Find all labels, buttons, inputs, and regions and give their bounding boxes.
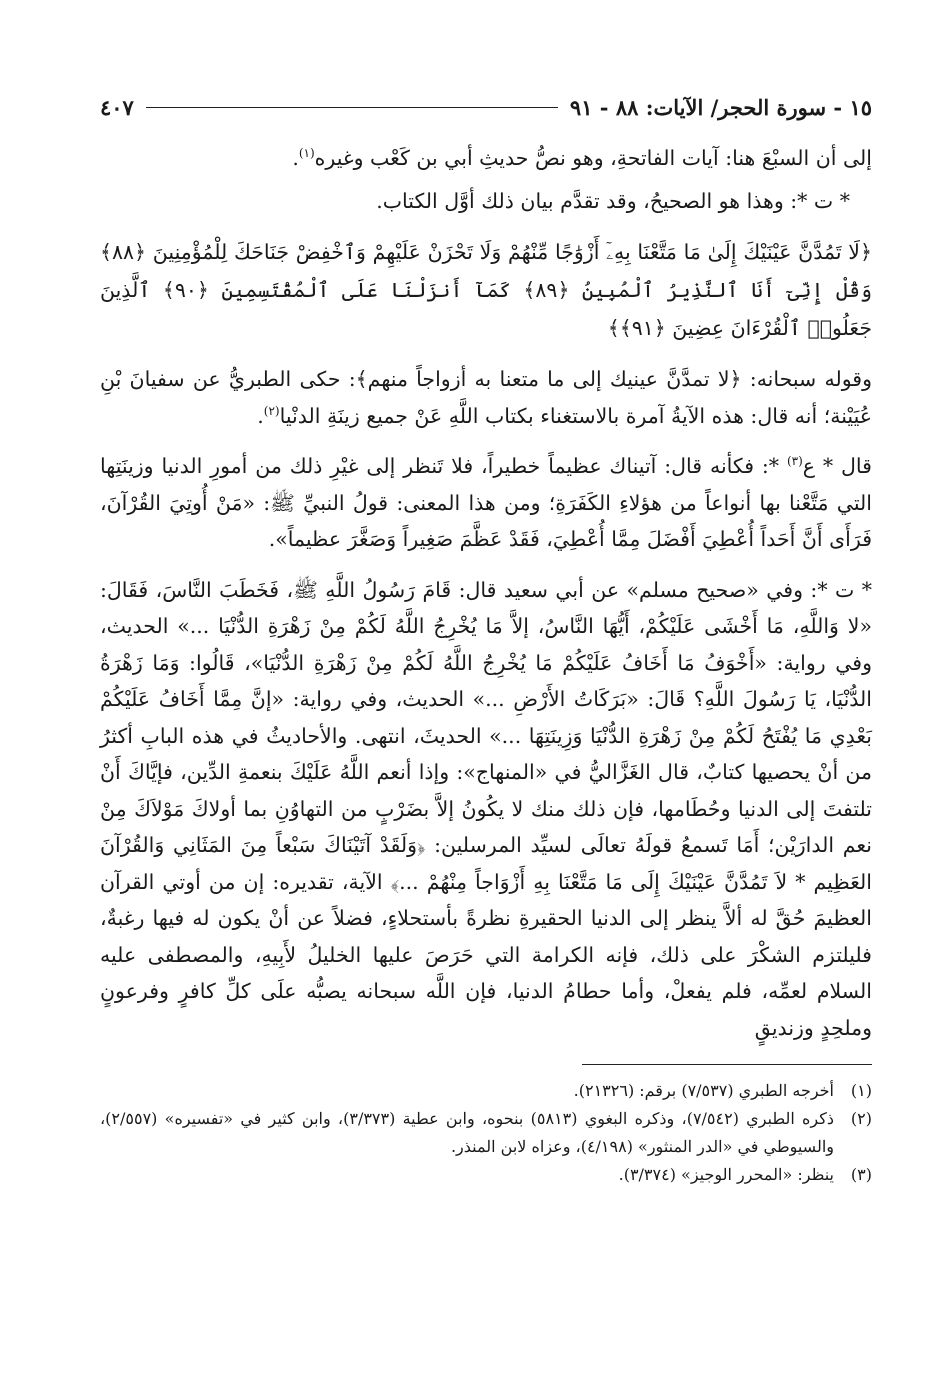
paragraph-1 xyxy=(100,140,872,177)
book-page xyxy=(100,88,872,1189)
paragraph-1-end: . xyxy=(292,146,299,170)
running-header xyxy=(100,88,872,126)
paragraph-1-text: إلى أن السبْعَ هنا: آيات الفاتحةِ، وهو نصُّ حديثِ أبي بن كَعْب وغيره xyxy=(314,146,872,170)
footnote-ref-2[interactable]: (٢) xyxy=(263,403,280,418)
paragraph-4-text: وقوله سبحانه: ﴿لا تمدَّنَّ عينيك إلى ما متعنا به أزواجاً منهم﴾: حكى الطبريُّ عن سفيانَ بْنِ عُيَيْنة؛ أنه قال: هذه الآيةُ آمرة بالاستغناء بكتاب اللَّهِ عَنْ جميع زينَةِ الدنْيا xyxy=(100,367,872,428)
footnote-1-text: أخرجه الطبري (٧/٥٣٧) برقم: (٢١٣٢٦). xyxy=(573,1081,834,1100)
quran-verse-block: ﴿لَا تَمُدَّنَّ عَيْنَيْكَ إِلَىٰ مَا مَتَّعْنَا بِهِۦٓ أَزْوَٰجًا مِّنْهُمْ وَلَا تَحْزَنْ عَلَيْهِمْ وَٱخْفِضْ جَنَاحَكَ لِلْمُؤْمِنِينَ ﴿٨٨﴾ وَقُلْ إِنِّىٓ أَنَا ٱلنَّذِيرُ ٱلْمُبِينُ ﴿٨٩﴾ كَمَآ أَنزَلْنَا عَلَى ٱلْمُقْتَسِمِينَ ﴿٩٠﴾ ٱلَّذِينَ جَعَلُوا۟ ٱلْقُرْءَانَ عِضِينَ ﴿٩١﴾﴾ xyxy=(100,240,873,340)
paragraph-5-text: *: فكأنه قال: آتيناك عظيماً خطيراً، فلا تَنظر إلى غيْرِ ذلك من أمورِ الدنيا وزينَتِها التي مَتَّعْنا بها أنواعاً من هؤلاءِ الكَفَرَةِ؛ ومن هذا المعنى: قولُ النبيِّ ﷺ: «مَنْ أُوتِيَ القُرْآنَ، فَرَأَى أَنَّ أَحَداً أُعْطِيَ أَفْضَلَ مِمَّا أُعْطِيَ، فَقَدْ عَظَّمَ صَغِيراً وَصَغَّرَ عظيماً». xyxy=(100,454,872,551)
footnote-2 xyxy=(100,1105,872,1161)
footnote-1 xyxy=(100,1077,872,1105)
footnote-3 xyxy=(100,1161,872,1189)
paragraph-6: * ت *: وفي «صحيح مسلم» عن أبي سعيد قال: قَامَ رَسُولُ اللَّهِ ﷺ، فَخَطَبَ النَّاسَ، فَقَالَ: «لا وَاللَّهِ، مَا أَخْشَى عَلَيْكُمْ، أَيُّهَا النَّاسُ، إلاَّ مَا يُخْرِجُ اللَّهُ لَكُمْ مِنْ زَهْرَةِ الدُّنْيَا ...» الحديث، وفي رواية: «أَخْوَفُ مَا أَخَافُ عَلَيْكُمْ مَا يُخْرِجُ اللَّهُ لَكُمْ مِنْ زَهْرَةِ الدُّنْيَا»، قَالُوا: وَمَا زَهْرَةُ الدُّنْيَا، يَا رَسُولَ اللَّهِ؟ قَالَ: «بَرَكَاتُ الأَرْضِ ...» الحديث، وفي رواية: «إنَّ مِمَّا أَخَافُ عَلَيْكُمْ بَعْدِي مَا يُفْتَحُ لَكُمْ مِنْ زَهْرَةِ الدُّنْيَا وَزِينَتِهَا ...» الحديثَ، انتهى. والأحاديثُ في هذه البابِ أكثرُ من أنْ يحصيها كتابٌ، قال الغَزَّاليُّ في «المنهاج»: وإذا أنعم اللَّهُ عَلَيْكَ بنعمةِ الدِّين، فإيَّاكَ أَنْ تلتفتَ إلى الدنيا وحُطَامها، فإن ذلك منك لا يكُونُ إلاَّ بضَرْبٍ من التهاوُنِ بما أولاكَ مَوْلاَكَ مِنْ نعم الدارَيْن؛ أَمَا تَسمعُ قولَهُ تعالَى لسيِّد المرسلين: ﴿وَلَقَدْ آتَيْنَاكَ سَبْعاً مِنَ المَثَانِي وَالقُرْآنَ العَظِيم * لاَ تَمُدَّنَّ عَيْنَيْكَ إِلَى مَا مَتَّعْنَا بِهِ أَزْوَاجاً مِنْهُمْ ...﴾ الآية، تقديره: إن من أوتي القرآن العظيمَ حُقَّ له ألاَّ ينظر إلى الدنيا الحقيرةِ نظرةً بأستحلاءٍ، فضلاً عن أنْ يكون له فيها رغبةٌ، فليلتزم الشكْرَ على ذلك، فإنه الكرامة التي حَرَصَ عليها الخليلُ لأَبِيهِ، والمصطفى عليه السلام لعمِّه، فلم يفعلْ، وأما حطامُ الدنيا، فإن اللَّه سبحانه يصبُّه علَى كلِّ كافرٍ وفرعونٍ وملحِدٍ وزنديقٍ xyxy=(100,577,872,1040)
paragraph-2: * ت *: وهذا هو الصحيحُ، وقد تقدَّم بيان ذلك أوَّل الكتاب. xyxy=(376,188,850,213)
paragraph-5-start: قال * ع xyxy=(802,454,872,478)
header-title: ١٥ - سورة الحجر/ الآيات: ٨٨ - ٩١ xyxy=(569,94,872,120)
paragraph-4-end: . xyxy=(257,403,264,428)
footnote-separator xyxy=(582,1064,872,1065)
footnote-ref-1[interactable]: (١) xyxy=(298,146,315,161)
paragraph-5 xyxy=(100,448,872,558)
footnote-1-number: (١) xyxy=(850,1081,872,1100)
header-rule xyxy=(146,107,558,108)
footnotes xyxy=(100,1077,872,1189)
footnote-3-text: ينظر: «المحرر الوجيز» (٣/٣٧٤). xyxy=(618,1165,834,1184)
footnote-2-text: ذكره الطبري (٧/٥٤٢)، وذكره البغوي (٥٨١٣) بنحوه، وابن عطية (٣/٣٧٣)، وابن كثير في «تفسيره» (٢/٥٥٧)، والسيوطي في «الدر المنثور» (٤/١٩٨)، وعزاه لابن المنذر. xyxy=(100,1109,834,1156)
paragraph-4 xyxy=(100,361,872,434)
footnote-2-number: (٢) xyxy=(850,1109,872,1128)
footnote-3-number: (٣) xyxy=(850,1165,872,1184)
page-number: ٤٠٧ xyxy=(100,94,134,120)
footnote-ref-3[interactable]: (٣) xyxy=(786,454,803,469)
